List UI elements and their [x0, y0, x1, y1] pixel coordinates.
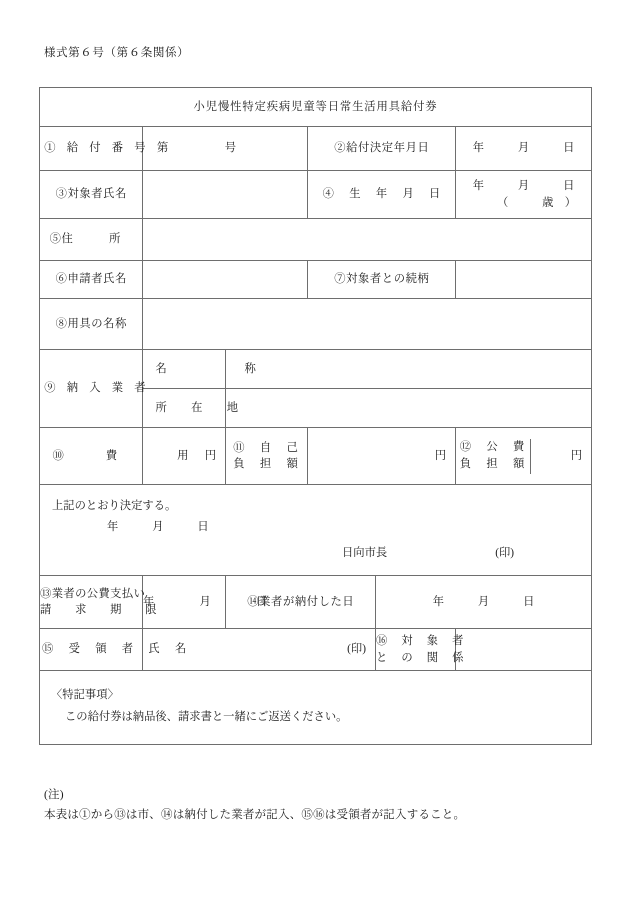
relation-to-recipient-value[interactable] [456, 261, 592, 299]
payment-deadline-value[interactable]: 年 月 日 [143, 576, 226, 629]
receiver-relation-label [376, 629, 465, 671]
device-name-label: ⑧用具の名称 [40, 299, 143, 350]
self-pay-value[interactable] [308, 428, 456, 485]
remarks-heading: 〈特記事項〉 [51, 688, 119, 701]
table-row-cost [40, 428, 592, 485]
receiver-seal-mark: (印) [347, 643, 366, 656]
birth-date-value[interactable] [456, 171, 592, 219]
applicant-name-label: ⑥申請者氏名 [40, 261, 143, 299]
supplier-location-value[interactable] [226, 389, 592, 428]
device-name-value[interactable] [143, 299, 592, 350]
table-row-receiver [40, 629, 592, 671]
table-row-applicant-name [40, 261, 592, 299]
benefit-number-label: ① 給 付 番 号 [40, 127, 143, 171]
birth-date-label: ④ 生 年 月 日 [308, 171, 456, 219]
table-row-payment-deadline [40, 576, 592, 629]
footer-notes [44, 785, 465, 825]
decision-text: 上記のとおり決定する。 [52, 500, 177, 513]
form-title: 小児慢性特定疾病児童等日常生活用具給付券 [40, 88, 592, 127]
remarks-text: この給付券は納品後、請求書と一緒にご返送ください。 [65, 711, 348, 723]
decision-issuer-line [52, 545, 581, 561]
payment-deadline-label [40, 576, 157, 629]
delivery-date-label: ⑭業者が納付した日 [226, 576, 376, 629]
footer-note-text: 本表は①から⑬は市、⑭は納付した業者が記入、⑮⑯は受領者が記入すること。 [44, 809, 466, 822]
relation-to-recipient-label: ⑦対象者との続柄 [308, 261, 456, 299]
table-row-address [40, 219, 592, 261]
self-pay-unit: 円 [434, 449, 446, 462]
birth-date-age: （ 歳 ） [496, 196, 577, 209]
table-row-supplier-name [40, 350, 592, 389]
public-pay-unit: 円 [570, 449, 583, 462]
self-pay-label [226, 428, 308, 485]
address-label: ⑤住 所 [40, 219, 143, 261]
table-row-title [40, 88, 592, 127]
decision-date-label: ②給付決定年月日 [308, 127, 456, 171]
payment-deadline-label-line2: 請 求 期 限 [40, 604, 157, 616]
table-row-remarks [40, 671, 592, 745]
self-pay-label-line1: ⑪ 自 己 [233, 441, 300, 454]
remarks-block [40, 671, 592, 745]
public-pay-label-line2: 負 担 額 [459, 458, 527, 470]
supplier-label: ⑨ 納 入 業 者 [40, 350, 143, 428]
recipient-name-value[interactable] [143, 171, 308, 219]
payment-deadline-label-line1: ⑬業者の公費支払い [40, 587, 146, 600]
cost-label: ⑩ 費 用 [40, 428, 143, 485]
form-number: 様式第６号（第６条関係） [44, 47, 190, 59]
decision-date-value[interactable]: 年 月 日 [456, 127, 592, 171]
table-row-device-name [40, 299, 592, 350]
table-row-recipient-name [40, 171, 592, 219]
decision-statement [40, 485, 592, 576]
receiver-relation-value[interactable] [456, 629, 592, 671]
supplier-name-label: 名 称 [143, 350, 226, 389]
issuer-seal-mark: (印) [495, 547, 515, 560]
birth-date-line1: 年 月 日 [472, 180, 575, 193]
table-row-benefit-number [40, 127, 592, 171]
address-value[interactable] [143, 219, 592, 261]
cost-unit: 円 [204, 449, 216, 462]
receiver-name-label: ⑮ 受 領 者 氏 名 [40, 629, 143, 671]
self-pay-label-line2: 負 担 額 [233, 458, 300, 470]
delivery-date-value[interactable]: 年 月 日 [376, 576, 592, 629]
table-row-decision-statement [40, 485, 592, 576]
applicant-name-value[interactable] [143, 261, 308, 299]
supplier-name-value[interactable] [226, 350, 592, 389]
public-pay-label [456, 439, 531, 474]
benefit-number-value[interactable]: 第 号 [143, 127, 308, 171]
footer-note-label: (注) [44, 789, 64, 801]
receiver-relation-label-line1: ⑯ 対 象 者 [376, 635, 465, 648]
recipient-name-label: ③対象者氏名 [40, 171, 143, 219]
issuer-name: 日向市長 [342, 547, 388, 560]
receiver-relation-label-line2: と の 関 係 [376, 651, 465, 664]
public-pay-group [456, 428, 592, 485]
decision-date-blank[interactable]: 年 月 日 [107, 520, 209, 533]
public-pay-value[interactable] [531, 439, 592, 474]
benefit-voucher-table [39, 87, 592, 745]
supplier-location-label: 所 在 地 [143, 389, 226, 428]
public-pay-label-line1: ⑫ 公 費 [459, 440, 527, 453]
